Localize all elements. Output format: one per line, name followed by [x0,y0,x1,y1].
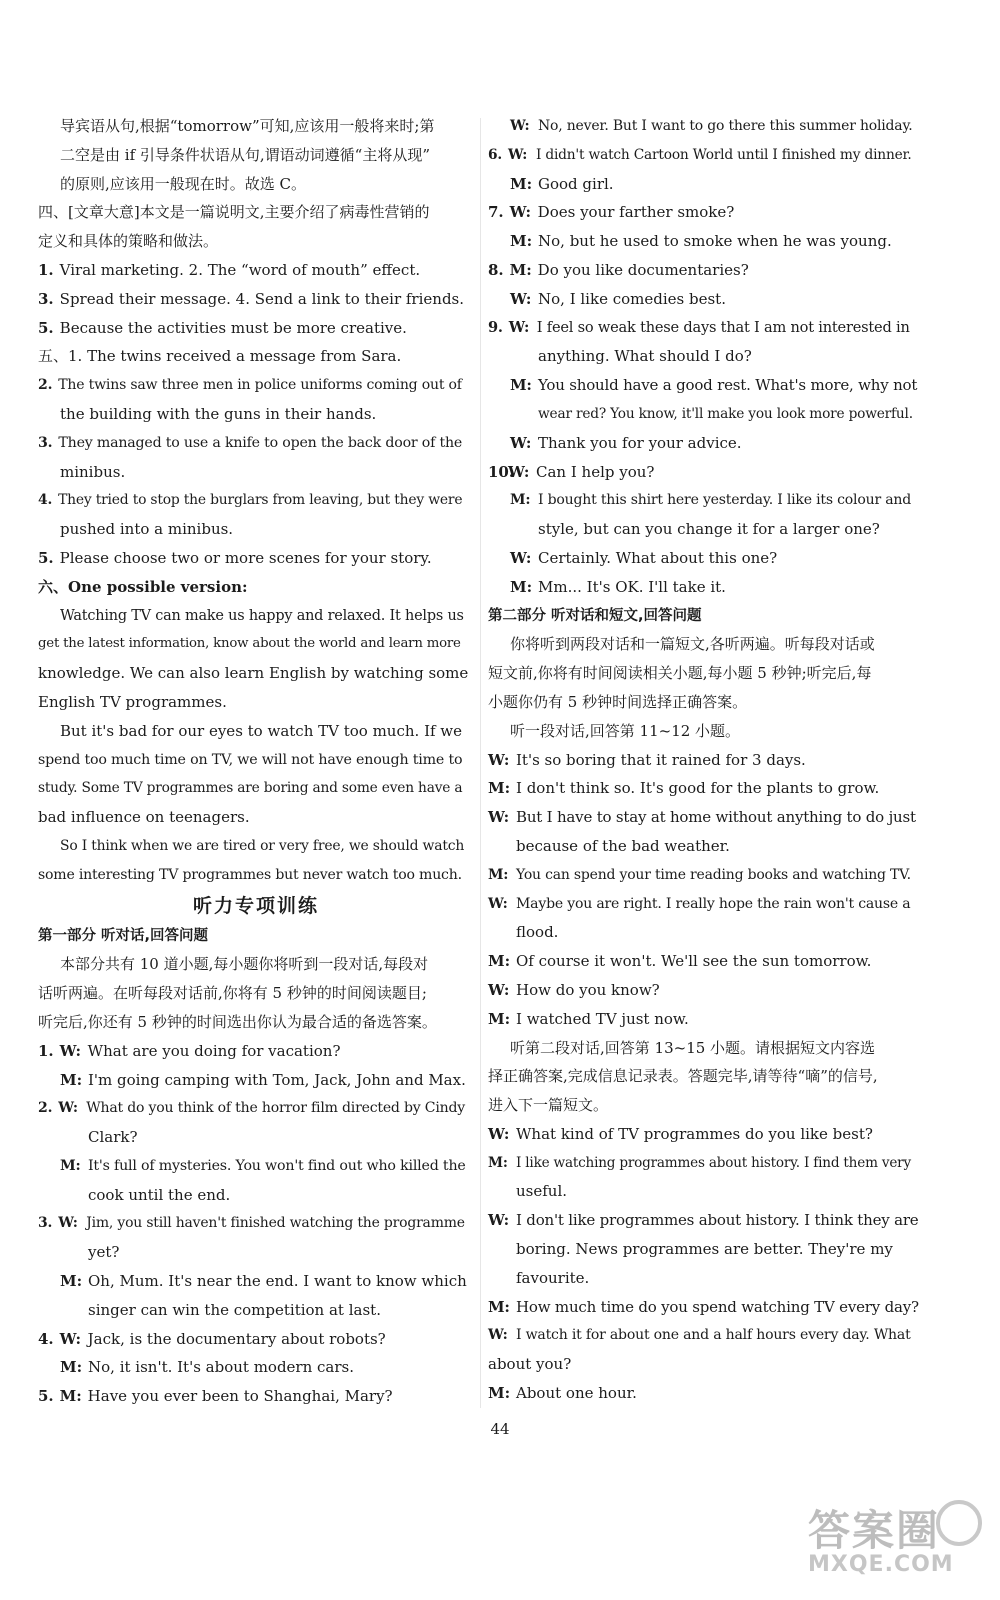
line-text: I watch it for about one and a half hours every day. What [516,1327,911,1344]
text-line [488,1005,920,1034]
text-line [38,400,474,429]
watermark-url: MXQE.COM [808,1552,954,1577]
speaker-label: W: [58,1215,78,1232]
speaker-label: W: [510,289,532,308]
line-text: I watched TV just now. [516,1009,689,1028]
item-number: 5. [38,1387,54,1406]
speaker-label: M: [488,866,509,883]
item-number: 10. [488,462,515,481]
line-text: 本部分共有 10 道小题,每小题你将听到一段对话,每段对 [60,955,429,974]
text-line [488,1091,920,1120]
line-text: I don't like programmes about history. I think they are [516,1211,919,1230]
line-text: spend too much time on TV, we will not have enough time to [38,751,463,768]
speaker-label: M: [488,952,511,971]
line-text: 进入下一篇短文。 [488,1096,609,1115]
text-line [488,1062,920,1091]
text-line [488,602,920,631]
speaker-label: W: [488,980,510,999]
text-line [38,1296,474,1325]
item-number: 8. [488,260,504,279]
line-text: 小题你仍有 5 秒钟时间选择正确答案。 [488,692,748,711]
text-line [488,1177,920,1206]
speaker-label: M: [60,1272,83,1291]
line-text: anything. What should I do? [538,347,752,366]
text-line [38,1209,474,1238]
line-text: knowledge. We can also learn English by watching some [38,664,469,683]
text-line [38,950,474,979]
line-text: But it's bad for our eyes to watch TV too much. If we [60,721,463,740]
text-line [488,861,920,890]
text-line [38,141,474,170]
item-number: 5. [38,548,54,567]
text-line [488,314,920,343]
text-line [488,1149,920,1178]
line-text: get the latest information, know about the world and learn more [38,636,461,652]
line-text: 你将听到两段对话和一篇短文,各听两遍。听每段对话或 [510,635,875,654]
speaker-label: M: [488,1009,511,1028]
line-text: singer can win the competition at last. [88,1300,381,1319]
text-line [38,285,474,314]
text-line [488,918,920,947]
text-line [38,1094,474,1123]
line-text: Good girl. [538,174,614,193]
line-text: minibus. [60,462,126,481]
speaker-label: M: [60,1070,83,1089]
text-line [488,112,920,141]
text-line [488,746,920,775]
text-line [488,1350,920,1379]
text-line [488,947,920,976]
line-text: Maybe you are right. I really hope the rain won't cause a [516,895,911,912]
text-line [38,342,474,371]
line-text: Oh, Mum. It's near the end. I want to know which [88,1272,467,1291]
line-text: Viral marketing. 2. The “word of mouth” effect. [59,260,421,279]
line-text: wear red? You know, it'll make you look more powerful. [538,405,913,422]
text-line [488,198,920,227]
line-text: What are you doing for vacation? [87,1041,341,1060]
speaker-label: M: [60,1157,81,1174]
speaker-label: M: [60,1358,83,1377]
speaker-label: M: [510,232,533,251]
line-text: Can I help you? [536,462,655,481]
item-number: 3. [38,289,54,308]
line-text: You can spend your time reading books and watching TV. [516,866,911,883]
text-line [38,1066,474,1095]
line-text: They managed to use a knife to open the back door of the [58,434,463,451]
line-text: yet? [88,1243,120,1262]
line-text: How do you know? [516,980,660,999]
text-line [488,1034,920,1063]
speaker-label: W: [510,433,532,452]
line-text: What kind of TV programmes do you like best? [516,1124,873,1143]
text-line [38,1325,474,1354]
text-line [488,515,920,544]
text-line [488,774,920,803]
line-text: 六、One possible version: [38,577,248,596]
text-line [488,573,920,602]
speaker-label: M: [488,1384,511,1403]
line-text: because of the bad weather. [516,836,730,855]
text-line [488,890,920,919]
line-text: 听第二段对话,回答第 13~15 小题。请根据短文内容选 [510,1038,876,1057]
text-line [488,688,920,717]
line-text: 话听两遍。在听每段对话前,你将有 5 秒钟的时间阅读题目; [38,984,427,1003]
watermark-badge-icon [936,1500,982,1546]
text-line [488,285,920,314]
line-text: Have you ever been to Shanghai, Mary? [87,1387,393,1406]
text-line [38,717,474,746]
line-text: 导宾语从句,根据“tomorrow”可知,应该用一般将来时;第 [60,117,435,135]
line-text: I didn't watch Cartoon World until I finished my dinner. [535,146,912,163]
speaker-label: W: [59,1329,82,1348]
text-line [38,1238,474,1267]
speaker-label: M: [510,492,531,509]
line-text: 短文前,你将有时间阅读相关小题,每小题 5 秒钟;听完后,每 [488,664,872,683]
line-text: You should have a good rest. What's more, why not [538,376,918,395]
line-text: No, never. But I want to go there this summer holiday. [538,118,913,134]
text-line [38,688,474,717]
speaker-label: M: [59,1387,82,1406]
line-text: I don't think so. It's good for the plants to grow. [516,779,880,798]
line-text: How much time do you spend watching TV every day? [516,1297,919,1316]
text-line [38,515,474,544]
text-line [488,832,920,861]
line-text: favourite. [516,1268,590,1287]
line-text: some interesting TV programmes but never watch too much. [38,866,462,883]
speaker-label: W: [488,895,508,912]
line-text: No, but he used to smoke when he was young. [538,232,892,251]
line-text: No, I like comedies best. [538,289,726,308]
text-line [488,1379,920,1408]
page-number: 44 [490,1420,510,1438]
line-text: Thank you for your advice. [538,433,742,452]
speaker-label: M: [510,174,533,193]
line-text: Does your farther smoke? [537,203,735,222]
line-text: cook until the end. [88,1185,231,1204]
text-line [38,112,474,141]
line-text: about you? [488,1355,572,1374]
text-line [38,979,474,1008]
line-text: What do you think of the horror film directed by Cindy [86,1100,465,1117]
text-line [38,1008,474,1037]
line-text: 五、1. The twins received a message from Sara. [38,347,402,366]
text-line [488,429,920,458]
text-line [38,1267,474,1296]
text-line [38,1353,474,1382]
item-number: 2. [38,377,53,394]
item-number: 2. [38,1100,53,1117]
speaker-label: W: [58,1100,78,1117]
speaker-label: W: [488,1327,508,1344]
text-line [38,922,474,951]
speaker-label: W: [59,1041,82,1060]
speaker-label: M: [488,779,511,798]
text-line [38,544,474,573]
line-text: Watching TV can make us happy and relaxed. It helps us [60,607,464,624]
right-column [488,112,920,1408]
text-line [38,371,474,400]
text-line [488,371,920,400]
speaker-label: W: [508,318,530,336]
item-number: 1. [38,1041,54,1060]
item-number: 4. [38,492,53,509]
speaker-label: W: [510,118,530,134]
text-line [38,1382,474,1411]
line-text: boring. News programmes are better. They're my [516,1240,893,1259]
text-line [38,630,474,659]
line-text: Do you like documentaries? [537,260,749,279]
text-line [488,544,920,573]
line-text: 第一部分 听对话,回答问题 [38,927,209,944]
speaker-label: M: [488,1154,508,1171]
line-text: 的原则,应该用一般现在时。故选 C。 [60,174,307,193]
line-text: About one hour. [516,1384,637,1403]
line-text: 二空是由 if 引导条件状语从句,谓语动词遵循“主将从现” [60,145,430,164]
line-text: Because the activities must be more creative. [59,318,407,337]
column-divider [480,118,481,1408]
text-line [38,659,474,688]
text-line [38,429,474,458]
line-text: It's full of mysteries. You won't find out who killed the [88,1157,466,1174]
line-text: It's so boring that it rained for 3 days. [516,750,806,769]
text-line [488,803,920,832]
text-line [488,486,920,515]
item-number: 3. [38,1215,53,1232]
line-text: Jim, you still haven't finished watching the programme [86,1215,465,1232]
line-text: I feel so weak these days that I am not interested in [536,318,910,336]
speaker-label: W: [488,1211,509,1230]
line-text: So I think when we are tired or very free, we should watch [60,837,465,854]
line-text: Of course it won't. We'll see the sun tomorrow. [516,952,872,971]
line-text: style, but can you change it for a larger one? [538,520,880,539]
line-text: 听完后,你还有 5 秒钟的时间选出你认为最合适的备选答案。 [38,1012,437,1031]
speaker-label: W: [508,462,530,481]
line-text: the building with the guns in their hands. [60,404,377,423]
line-text: 第二部分 听对话和短文,回答问题 [488,607,702,624]
speaker-label: W: [510,548,532,567]
line-text: useful. [516,1182,568,1201]
line-text: I'm going camping with Tom, Jack, John and Max. [88,1070,466,1089]
text-line [488,659,920,688]
text-line [488,1321,920,1350]
text-line [38,458,474,487]
text-line [38,1181,474,1210]
text-line [38,170,474,199]
text-line [38,1123,474,1152]
line-text: 四、[文章大意]本文是一篇说明文,主要介绍了病毒性营销的 [38,203,430,222]
speaker-label: W: [488,750,510,769]
item-number: 6. [488,146,502,163]
speaker-label: W: [488,1124,510,1143]
text-line [488,342,920,371]
watermark-text: 答案圈 [808,1506,941,1555]
text-line [488,1120,920,1149]
text-line [38,803,474,832]
text-line [488,256,920,285]
item-number: 5. [38,318,54,337]
watermark-logo [808,1498,988,1590]
speaker-label: W: [507,146,528,163]
speaker-label: M: [488,1297,510,1316]
line-text: Jack, is the documentary about robots? [87,1329,386,1348]
line-text: 听力专项训练 [192,894,319,917]
item-number: 9. [488,318,503,336]
line-text: They tried to stop the burglars from leaving, but they were [58,492,463,509]
text-line [38,1152,474,1181]
line-text: 定义和具体的策略和做法。 [38,232,219,251]
speaker-label: W: [488,808,509,827]
text-line [488,170,920,199]
item-number: 3. [38,434,53,451]
text-line [488,1206,920,1235]
item-number: 7. [488,203,504,222]
line-text: I like watching programmes about history. I find them very [516,1154,911,1171]
item-number: 4. [38,1329,54,1348]
text-line [488,1264,920,1293]
line-text: Mm... It's OK. I'll take it. [538,577,726,596]
item-number: 1. [38,260,54,279]
text-line [38,486,474,515]
line-text: flood. [516,923,559,942]
text-line [38,602,474,631]
text-line [38,774,474,803]
speaker-label: M: [509,260,532,279]
text-line [488,141,920,170]
speaker-label: W: [509,203,532,222]
line-text: Certainly. What about this one? [538,548,778,567]
text-line [488,227,920,256]
line-text: 择正确答案,完成信息记录表。答题完毕,请等待“嘀”的信号, [488,1067,878,1086]
left-column [38,112,474,1411]
text-line [38,573,474,602]
text-line [488,630,920,659]
line-text: 听一段对话,回答第 11~12 小题。 [510,721,741,740]
line-text: bad influence on teenagers. [38,808,250,827]
line-text: I bought this shirt here yesterday. I like its colour and [538,492,912,509]
line-text: pushed into a minibus. [60,520,234,539]
line-text: study. Some TV programmes are boring and some even have a [38,780,463,797]
text-line [38,198,474,227]
text-line [38,1037,474,1066]
text-line [488,1293,920,1322]
text-line [38,314,474,343]
line-text: Please choose two or more scenes for your story. [59,548,432,567]
text-line [488,400,920,429]
text-line [488,976,920,1005]
line-text: Spread their message. 4. Send a link to their friends. [59,289,465,308]
text-line [38,832,474,861]
text-line [38,256,474,285]
speaker-label: M: [510,577,533,596]
text-line [488,717,920,746]
speaker-label: M: [510,376,532,395]
line-text: No, it isn't. It's about modern cars. [88,1358,355,1377]
line-text: The twins saw three men in police uniforms coming out of [58,377,462,394]
section-title [38,890,474,922]
text-line [38,746,474,775]
text-line [488,1235,920,1264]
text-line [38,861,474,890]
text-line [488,458,920,487]
line-text: But I have to stay at home without anything to do just [516,808,916,827]
text-line [38,227,474,256]
line-text: English TV programmes. [38,692,227,711]
line-text: Clark? [88,1128,138,1147]
